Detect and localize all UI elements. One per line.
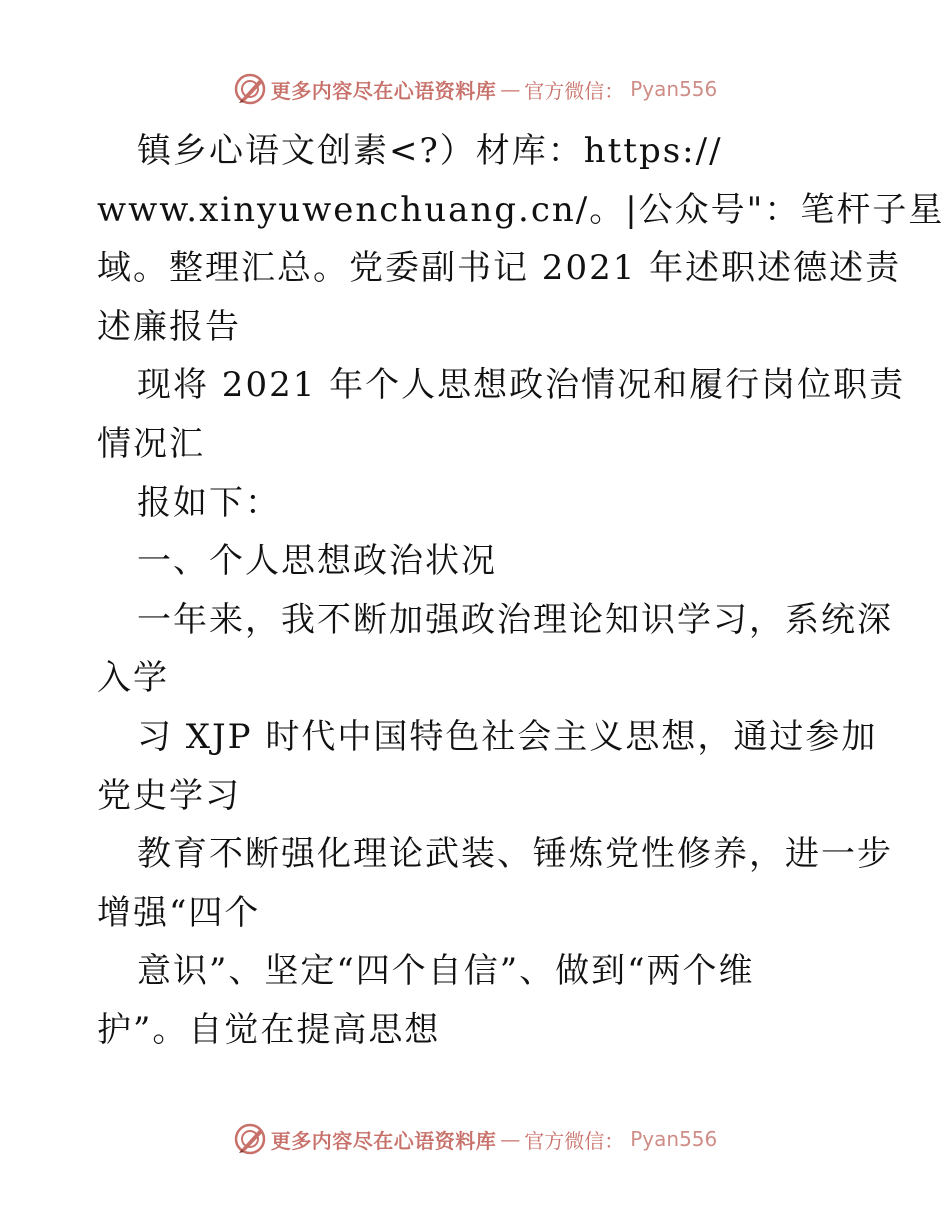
text-line: 入学 [97,658,169,699]
text-line: 报如下： [137,482,281,523]
watermark-wechat-id: Pyan556 [630,1127,718,1151]
footer-watermark [0,1122,950,1156]
text-line: 镇乡心语文创素<?）材库：https:// [137,131,723,171]
text-line: 意识”、坚定“四个自信”、做到“两个维 [137,951,755,992]
text-line: 教育不断强化理论武装、锤炼党性修养，进一步 [137,834,893,875]
watermark-dash: — [500,77,521,101]
text-line: 增强“四个 [97,892,261,933]
watermark-site-text: 更多内容尽在心语资料库 [270,78,497,103]
watermark-banner [233,1122,718,1156]
watermark-wechat-label: 官方微信： [524,78,625,103]
text-line: 述廉报告 [97,306,241,347]
watermark-wechat-id: Pyan556 [630,77,718,101]
watermark-site-text: 更多内容尽在心语资料库 [270,1128,497,1153]
text-line: 一年来，我不断加强政治理论知识学习，系统深 [137,599,893,640]
text-line: 域。整理汇总。党委副书记 2021 年述职述德述责 [97,248,902,289]
text-line: 现将 2021 年个人思想政治情况和履行岗位职责 [137,365,906,406]
text-line: 情况汇 [97,423,205,464]
pen-logo-icon [233,1122,267,1156]
watermark-banner [233,72,718,106]
pen-logo-icon [233,72,267,106]
text-line: 习 XJP 时代中国特色社会主义思想，通过参加 [137,716,878,757]
text-line: 党史学习 [97,775,241,816]
watermark-wechat-label: 官方微信： [524,1128,625,1153]
watermark-dash: — [500,1127,521,1151]
text-line: www.xinyuwenchuang.cn/。|公众号"：笔杆子星 [97,189,945,230]
text-line: 一、个人思想政治状况 [137,541,497,582]
document-body [97,122,945,1060]
header-watermark [0,72,950,106]
text-line: 护”。自觉在提高思想 [97,1009,441,1050]
